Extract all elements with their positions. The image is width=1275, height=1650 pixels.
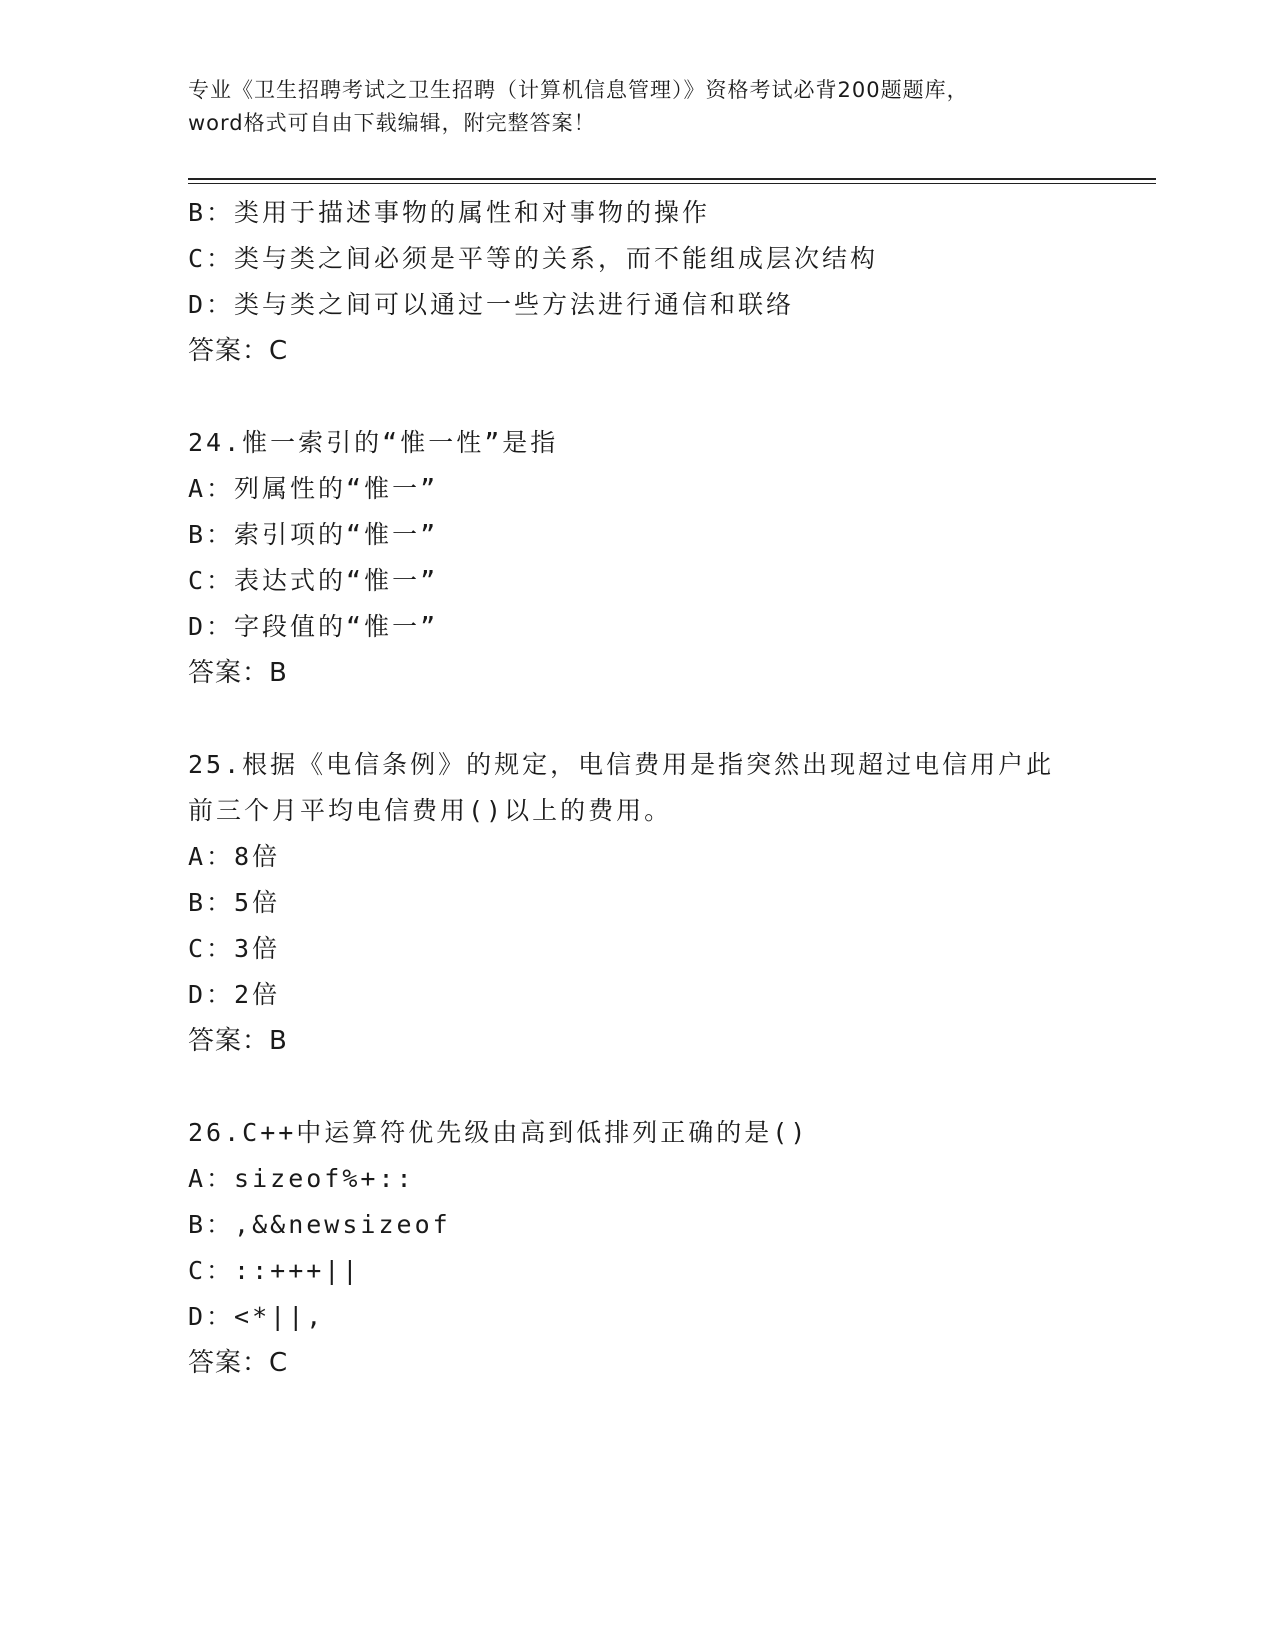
option-a: A：列属性的“惟一” <box>188 474 439 503</box>
question-25 <box>188 742 1088 1064</box>
header-line-2: word格式可自由下载编辑，附完整答案！ <box>188 111 596 135</box>
option-b: B：索引项的“惟一” <box>188 520 439 549</box>
header-line-1: 专业《卫生招聘考试之卫生招聘（计算机信息管理）》资格考试必背200题题库， <box>188 78 969 102</box>
option-b: B：5倍 <box>188 888 281 917</box>
question-title: 24.惟一索引的“惟一性”是指 <box>188 428 559 457</box>
option-d: D：字段值的“惟一” <box>188 612 439 641</box>
option-d: D：<*||, <box>188 1302 325 1331</box>
question-26 <box>188 1110 1088 1386</box>
answer-line: 答案：C <box>188 336 289 366</box>
answer-line: 答案：C <box>188 1348 289 1378</box>
answer-line: 答案：B <box>188 1026 288 1056</box>
option-c: C：类与类之间必须是平等的关系，而不能组成层次结构 <box>188 244 879 273</box>
question-title: 25.根据《电信条例》的规定，电信费用是指突然出现超过电信用户此前三个月平均电信费用()以上的费用。 <box>188 750 1055 825</box>
document-header <box>188 74 1088 140</box>
question-content <box>188 190 1088 1386</box>
spacer <box>188 374 1088 420</box>
question-title: 26.C++中运算符优先级由高到低排列正确的是() <box>188 1118 809 1147</box>
spacer <box>188 1064 1088 1110</box>
continued-question <box>188 190 1088 374</box>
option-a: A：sizeof%+:: <box>188 1164 415 1193</box>
header-divider-thin <box>188 183 1156 184</box>
header-divider-thick <box>188 178 1156 180</box>
option-d: D：2倍 <box>188 980 281 1009</box>
option-b: B：类用于描述事物的属性和对事物的操作 <box>188 198 711 227</box>
option-a: A：8倍 <box>188 842 281 871</box>
option-c: C：表达式的“惟一” <box>188 566 439 595</box>
answer-line: 答案：B <box>188 658 288 688</box>
spacer <box>188 696 1088 742</box>
option-d: D：类与类之间可以通过一些方法进行通信和联络 <box>188 290 795 319</box>
option-c: C：::+++|| <box>188 1256 361 1285</box>
option-b: B：,&&newsizeof <box>188 1210 451 1239</box>
question-24 <box>188 420 1088 696</box>
option-c: C：3倍 <box>188 934 281 963</box>
